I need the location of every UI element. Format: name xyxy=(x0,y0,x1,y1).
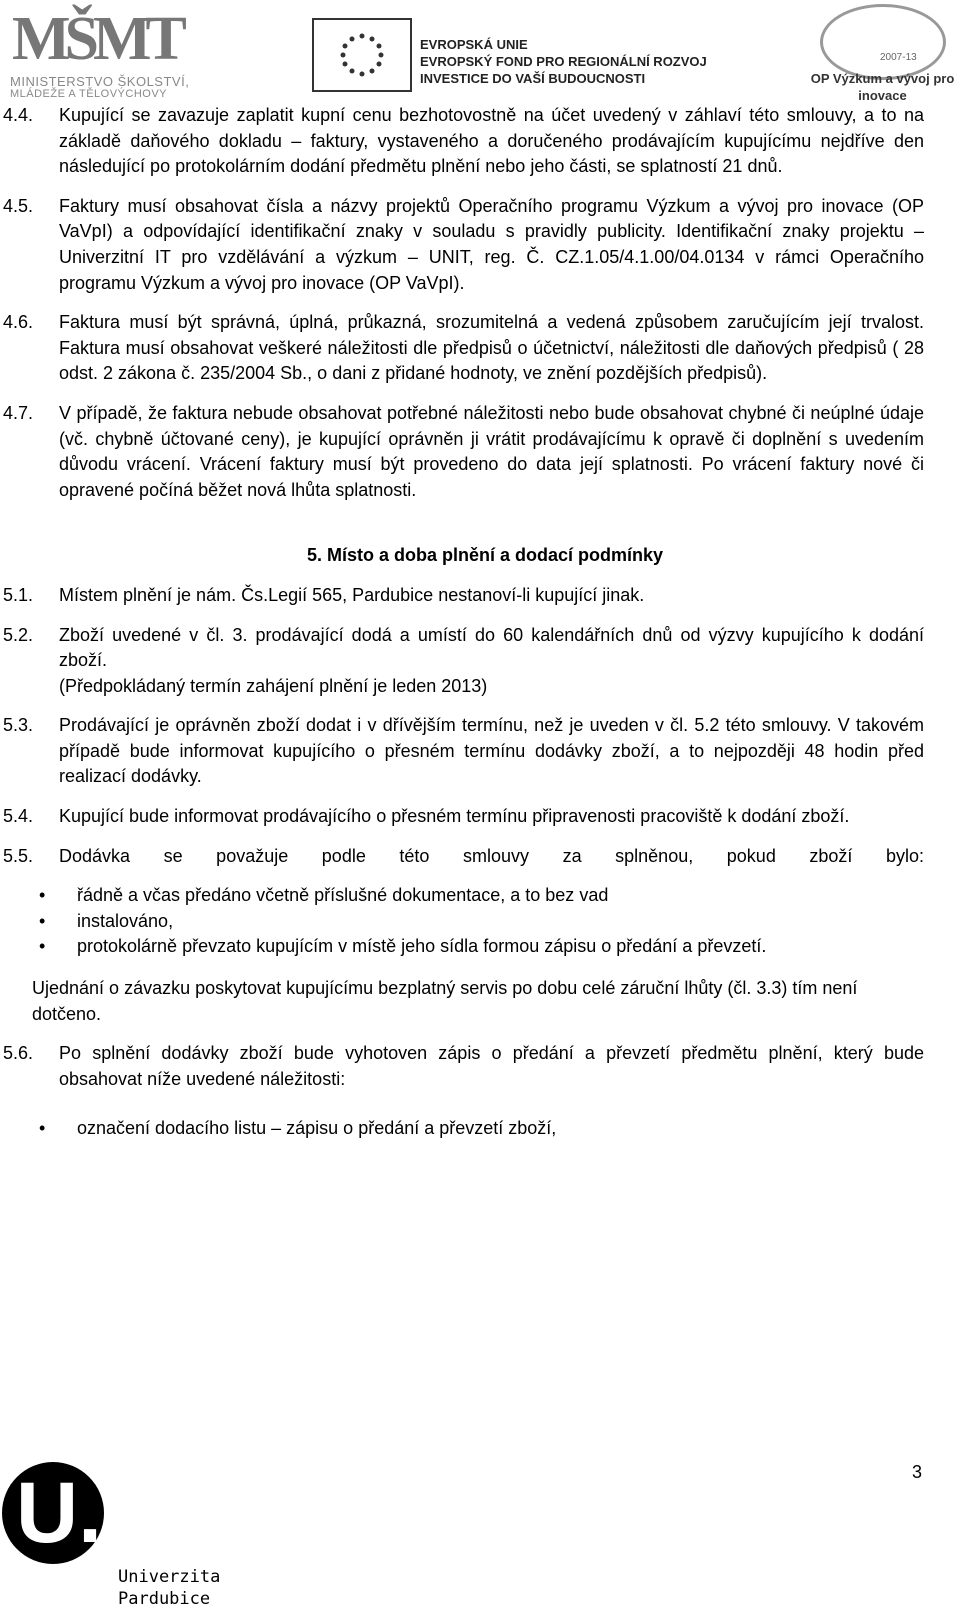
clause-text: Kupující bude informovat prodávajícího o přesném termínu připravenosti pracoviště k dodání zboží. xyxy=(59,806,850,827)
bullet-icon: • xyxy=(39,885,46,906)
clause-text: Faktura musí být správná, úplná, průkazná, srozumitelná a vedená způsobem zaručujícím její trvalost. Faktura musí obsahovat veškeré náležitosti dle předpisů o účetnictví, náležitosti dle daňových předpisů ( 28 odst. 2 zákona č. 235/2004 Sb., o dani z přidané hodnoty, ve znění pozdějších předpisů). xyxy=(59,312,924,384)
list-item xyxy=(0,934,867,960)
page-header xyxy=(0,0,960,105)
page-number: 3 xyxy=(912,1462,923,1482)
university-name xyxy=(118,1566,220,1610)
clause-text: Zboží uvedené v čl. 3. prodávající dodá a umístí do 60 kalendářních dnů od výzvy kupujícího k dodání zboží. xyxy=(59,624,924,671)
clause-5-5 xyxy=(0,844,960,870)
clause-4-7 xyxy=(0,401,960,503)
clause-text: Po splnění dodávky zboží bude vyhotoven zápis o předání a převzetí předmětu plnění, který bude obsahovat níže uvedené náležitosti: xyxy=(59,1043,924,1089)
eu-line-2: EVROPSKÝ FOND PRO REGIONÁLNÍ ROZVOJ xyxy=(420,54,707,69)
upce-logo-letter: U. xyxy=(16,1465,102,1561)
clause-number: 4.7. xyxy=(3,402,34,423)
clause-text: V případě, že faktura nebude obsahovat potřebné náležitosti nebo bude obsahovat chybné či neúplné údaje (vč. chybně účtované ceny), je kupující oprávněn ji vrátit prodávajícímu k opravě či doplnění s uvedením důvodu vrácení. Vrácení faktury musí být provedeno do data její splatnosti. Po vrácení faktury nové či opravené počíná běžet nová lhůta splatnosti. xyxy=(59,402,924,500)
msmt-mark: MŠMT xyxy=(12,5,181,73)
clause-5-2 xyxy=(0,623,960,700)
msmt-logo xyxy=(6,4,211,100)
clause-number: 5.6. xyxy=(3,1043,34,1064)
clause-number: 5.1. xyxy=(3,584,34,605)
op-name: OP Výzkum a vývoj pro inovace xyxy=(810,71,955,103)
clause-5-4 xyxy=(0,804,960,830)
clause-number: 5.2. xyxy=(3,624,34,645)
clause-number: 4.4. xyxy=(3,105,34,125)
op-years: 2007-13 xyxy=(880,52,917,63)
clause-extra: (Předpokládaný termín zahájení plnění je leden 2013) xyxy=(59,675,488,696)
op-circle-icon xyxy=(820,4,946,80)
clause-number: 4.5. xyxy=(3,195,34,216)
msmt-line1: MINISTERSTVO ŠKOLSTVÍ, xyxy=(10,74,190,89)
list-item-text: řádně a včas předáno včetně příslušné dokumentace, a to bez vad xyxy=(77,885,609,906)
university-name-line1: Univerzita xyxy=(118,1567,221,1587)
clause-5-6 xyxy=(0,1041,960,1092)
eu-text xyxy=(420,36,707,87)
clause-text: Faktury musí obsahovat čísla a názvy projektů Operačního programu Výzkum a vývoj pro inovace (OP VaVpI) a odpovídající identifikační znaky v souladu s pravidly publicity. Identifikační znaky projektu – Univerzitní IT pro vzdělávání a výzkum – UNIT, reg. Č. CZ.1.05/4.1.00/04.0134 v rámci Operačního programu Výzkum a vývoj pro inovace (OP VaVpI). xyxy=(59,195,924,293)
msmt-line2: MLÁDEŽE A TĚLOVÝCHOVY xyxy=(10,88,168,100)
clause-text: Prodávající je oprávněn zboží dodat i v dřívějším termínu, než je uveden v čl. 5.2 této smlouvy. V takovém případě bude informovat kupujícího o přesném termínu dodávky zboží, a to nejpozději 48 hodin před realizací dodávky. xyxy=(59,715,924,787)
bullet-list-5-5 xyxy=(0,883,960,960)
clause-number: 5.3. xyxy=(3,715,34,736)
university-name-line2: Pardubice xyxy=(118,1589,211,1609)
list-item xyxy=(0,1116,867,1142)
eu-line-1: EVROPSKÁ UNIE xyxy=(420,37,528,52)
clause-number: 5.4. xyxy=(3,806,34,827)
op-vavpi-logo xyxy=(800,4,955,104)
bullet-icon: • xyxy=(39,910,46,931)
clause-5-1 xyxy=(0,583,960,609)
warranty-note: Ujednání o závazku poskytovat kupujícímu bezplatný servis po dobu celé záruční lhůty (čl. 3.3) tím není dotčeno. xyxy=(32,978,858,1024)
clause-4-4 xyxy=(0,103,960,180)
eu-flag-icon xyxy=(312,18,412,92)
clause-4-5 xyxy=(0,194,960,296)
list-item xyxy=(0,909,867,935)
clause-text: Kupující se zavazuje zaplatit kupní cenu bezhotovostně na účet uvedený v záhlaví této smlouvy, a to na základě daňového dokladu – faktury, vystaveného a doručeného prodávajícím kupujícímu nejdříve den následující po protokolárním dodání předmětu plnění nebo jeho části, se splatností 21 dnů. xyxy=(59,105,924,177)
clause-text: Místem plnění je nám. Čs.Legií 565, Pardubice nestanoví-li kupující jinak. xyxy=(59,584,645,605)
eu-logo xyxy=(312,8,707,94)
section-heading: 5. Místo a doba plnění a dodací podmínky xyxy=(306,545,664,566)
bullet-icon: • xyxy=(39,1118,46,1139)
clause-4-6 xyxy=(0,310,960,387)
list-item-text: označení dodacího listu – zápisu o předání a převzetí zboží, xyxy=(77,1118,557,1139)
document-body xyxy=(0,103,960,1156)
bullet-icon: • xyxy=(39,936,46,957)
clause-number: 4.6. xyxy=(3,312,34,333)
list-item-text: instalováno, xyxy=(77,910,174,931)
bullet-list-5-6 xyxy=(0,1116,960,1142)
clause-number: 5.5. xyxy=(3,845,34,866)
list-item-text: protokolárně převzato kupujícím v místě jeho sídla formou zápisu o předání a převzetí. xyxy=(77,936,767,957)
clause-5-3 xyxy=(0,713,960,790)
university-logo xyxy=(0,1450,221,1609)
list-item xyxy=(0,883,867,909)
eu-line-3: INVESTICE DO VAŠÍ BUDOUCNOSTI xyxy=(420,71,646,86)
clause-text: Dodávka se považuje podle této smlouvy za splněnou, pokud zboží bylo: xyxy=(59,845,924,866)
